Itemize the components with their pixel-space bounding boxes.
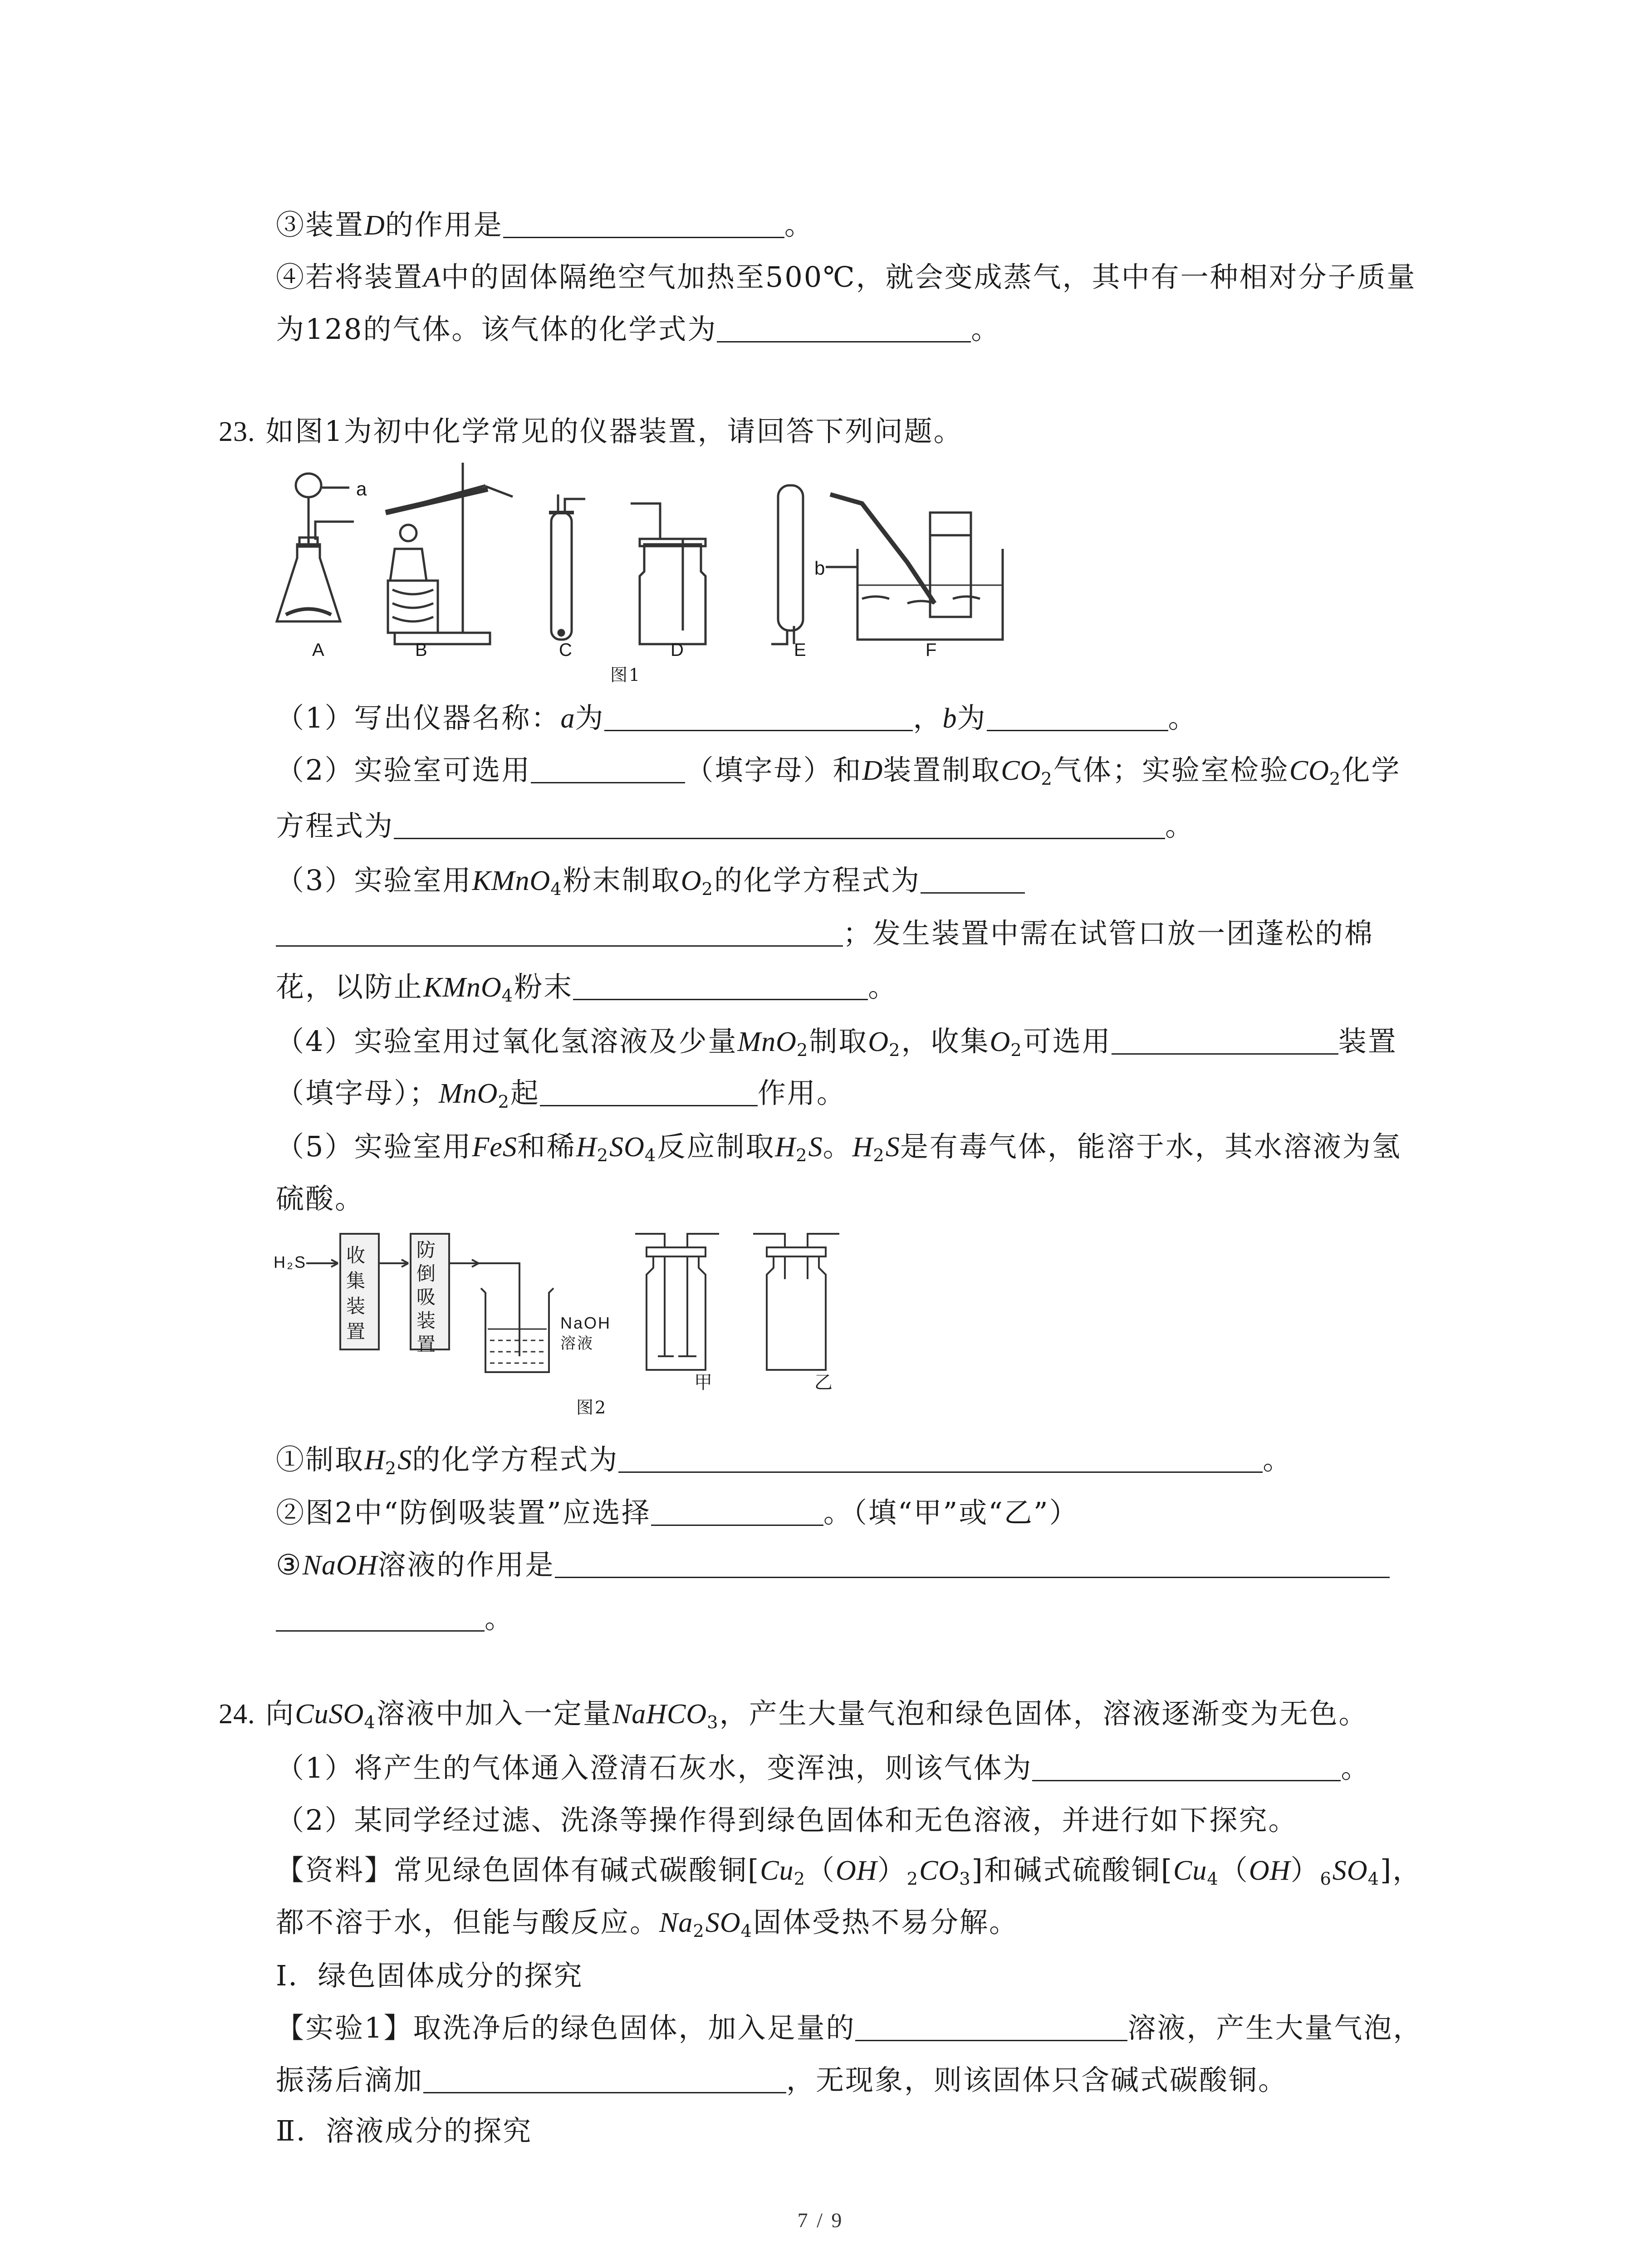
figure-1-label-c: C	[559, 640, 573, 660]
q23-part-3a: （3）实验室用KMnO4粉末制取O2的化学方程式为	[276, 863, 1025, 907]
q23-part-1: （1）写出仪器名称：a为 ，b为 。	[276, 701, 1198, 734]
answer-blank[interactable]	[651, 1502, 823, 1526]
apparatus-c-icon	[549, 494, 585, 640]
q23-sub-3b: 。	[276, 1601, 514, 1636]
answer-blank[interactable]	[276, 923, 843, 947]
answer-blank[interactable]	[531, 759, 685, 783]
figure-1-pointer-a: a	[356, 478, 368, 499]
q23-part-3b: ；发生装置中需在试管口放一团蓬松的棉	[276, 916, 1374, 951]
figure-1-label-f: F	[926, 640, 938, 660]
answer-blank[interactable]	[987, 707, 1168, 731]
figure-2-h2s-label: H₂S	[274, 1253, 307, 1271]
q23-part-2a: （2）实验室可选用 （填字母）和D装置制取CO2气体；实验室检验CO2化学	[276, 753, 1401, 789]
page-number: 7 / 9	[797, 2209, 844, 2232]
figure-2-caption: 图2	[576, 1398, 607, 1418]
q22-line-4b: 为128的气体。该气体的化学式为 。	[276, 313, 1001, 346]
apparatus-a-icon	[277, 474, 354, 621]
figure-1-caption: 图1	[610, 665, 642, 685]
q23-part-3c: 花，以防止KMnO4粉末 。	[276, 970, 898, 1006]
answer-blank[interactable]	[604, 707, 913, 731]
figure-2-label-jia: 甲	[694, 1372, 714, 1393]
q23-part-4a: （4）实验室用过氧化氢溶液及少量MnO2制取O2，收集O2可选用 装置	[276, 1025, 1397, 1061]
answer-blank[interactable]	[921, 870, 1025, 894]
apparatus-e-icon	[771, 485, 803, 644]
figure-2-collector-box: 收 集 装 置	[346, 1244, 367, 1343]
q24-stem: 24. 向CuSO4溶液中加入一定量NaHCO3，产生大量气泡和绿色固体，溶液逐渐变为无色。	[219, 1697, 1368, 1733]
q24-part-1: （1）将产生的气体通入澄清石灰水，变浑浊，则该气体为 。	[276, 1751, 1371, 1784]
answer-blank[interactable]	[573, 976, 868, 1000]
answer-blank[interactable]	[540, 1082, 758, 1106]
figure-2-anti-suckback-box: 防 倒 吸 装 置	[416, 1239, 437, 1355]
q22-line-4: ④若将装置A中的固体隔绝空气加热至500℃，就会变成蒸气，其中有一种相对分子质量	[276, 260, 1416, 293]
answer-blank[interactable]	[1032, 1757, 1341, 1781]
figure-1-pointer-b: b	[814, 557, 827, 579]
figure-1-label-d: D	[671, 640, 685, 660]
answer-blank[interactable]	[555, 1554, 1390, 1578]
figure-1-label-b: B	[415, 640, 429, 660]
q23-stem: 23. 如图1为初中化学常见的仪器装置，请回答下列问题。	[219, 415, 963, 448]
q23-part-4b: （填字母）；MnO2起 作用。	[276, 1076, 846, 1112]
answer-blank[interactable]	[276, 1608, 485, 1632]
anti-suckback-bottle-yi-icon	[753, 1234, 839, 1370]
q24-info-1: 【资料】常见绿色固体有碱式碳酸铜[Cu2（OH）2CO3]和碱式硫酸铜[Cu4（OH）6SO4]，	[276, 1853, 1422, 1889]
answer-blank[interactable]	[618, 1449, 1263, 1473]
q24-section-1: Ⅰ．绿色固体成分的探究	[276, 1959, 583, 1992]
figure-1-label-e: E	[794, 640, 808, 660]
apparatus-d-icon	[631, 503, 705, 644]
q24-exp-1b: 振荡后滴加 ，无现象，则该固体只含碱式碳酸铜。	[276, 2063, 1288, 2097]
answer-blank[interactable]	[394, 815, 1165, 839]
q23-part-5b: 硫酸。	[276, 1182, 365, 1215]
figure-2-naoh-label: NaOH	[560, 1314, 612, 1332]
q22-line-3: ③装置D的作用是 。	[276, 208, 814, 241]
answer-blank[interactable]	[717, 318, 971, 342]
q23-sub-1: ①制取H2S的化学方程式为 。	[276, 1443, 1293, 1479]
q23-sub-2: ②图2中“防倒吸装置”应选择 。（填“甲”或“乙”）	[276, 1496, 1079, 1529]
answer-blank[interactable]	[503, 214, 784, 238]
answer-blank[interactable]	[423, 2069, 786, 2093]
apparatus-b-icon	[386, 463, 513, 644]
anti-suckback-bottle-jia-icon	[635, 1234, 719, 1370]
answer-blank[interactable]	[855, 2017, 1127, 2041]
q24-section-2: Ⅱ．溶液成分的探究	[276, 2114, 533, 2147]
q24-part-2: （2）某同学经过滤、洗涤等操作得到绿色固体和无色溶液，并进行如下探究。	[276, 1804, 1298, 1837]
answer-blank[interactable]	[1112, 1031, 1338, 1055]
apparatus-f-icon	[826, 494, 1003, 640]
q24-exp-1a: 【实验1】取洗净后的绿色固体，加入足量的 溶液，产生大量气泡，	[276, 2011, 1423, 2044]
figure-2-label-yi: 乙	[814, 1372, 834, 1393]
q23-part-2b: 方程式为 。	[276, 809, 1195, 842]
q23-part-5a: （5）实验室用FeS和稀H2SO4反应制取H2S。H2S是有毒气体，能溶于水，其水溶液为氢	[276, 1130, 1401, 1166]
q23-sub-3: ③NaOH溶液的作用是	[276, 1548, 1390, 1583]
figure-1-label-a: A	[312, 640, 326, 660]
q24-info-2: 都不溶于水，但能与酸反应。Na2SO4固体受热不易分解。	[276, 1906, 1019, 1941]
figure-2-solution-label: 溶液	[560, 1334, 594, 1353]
